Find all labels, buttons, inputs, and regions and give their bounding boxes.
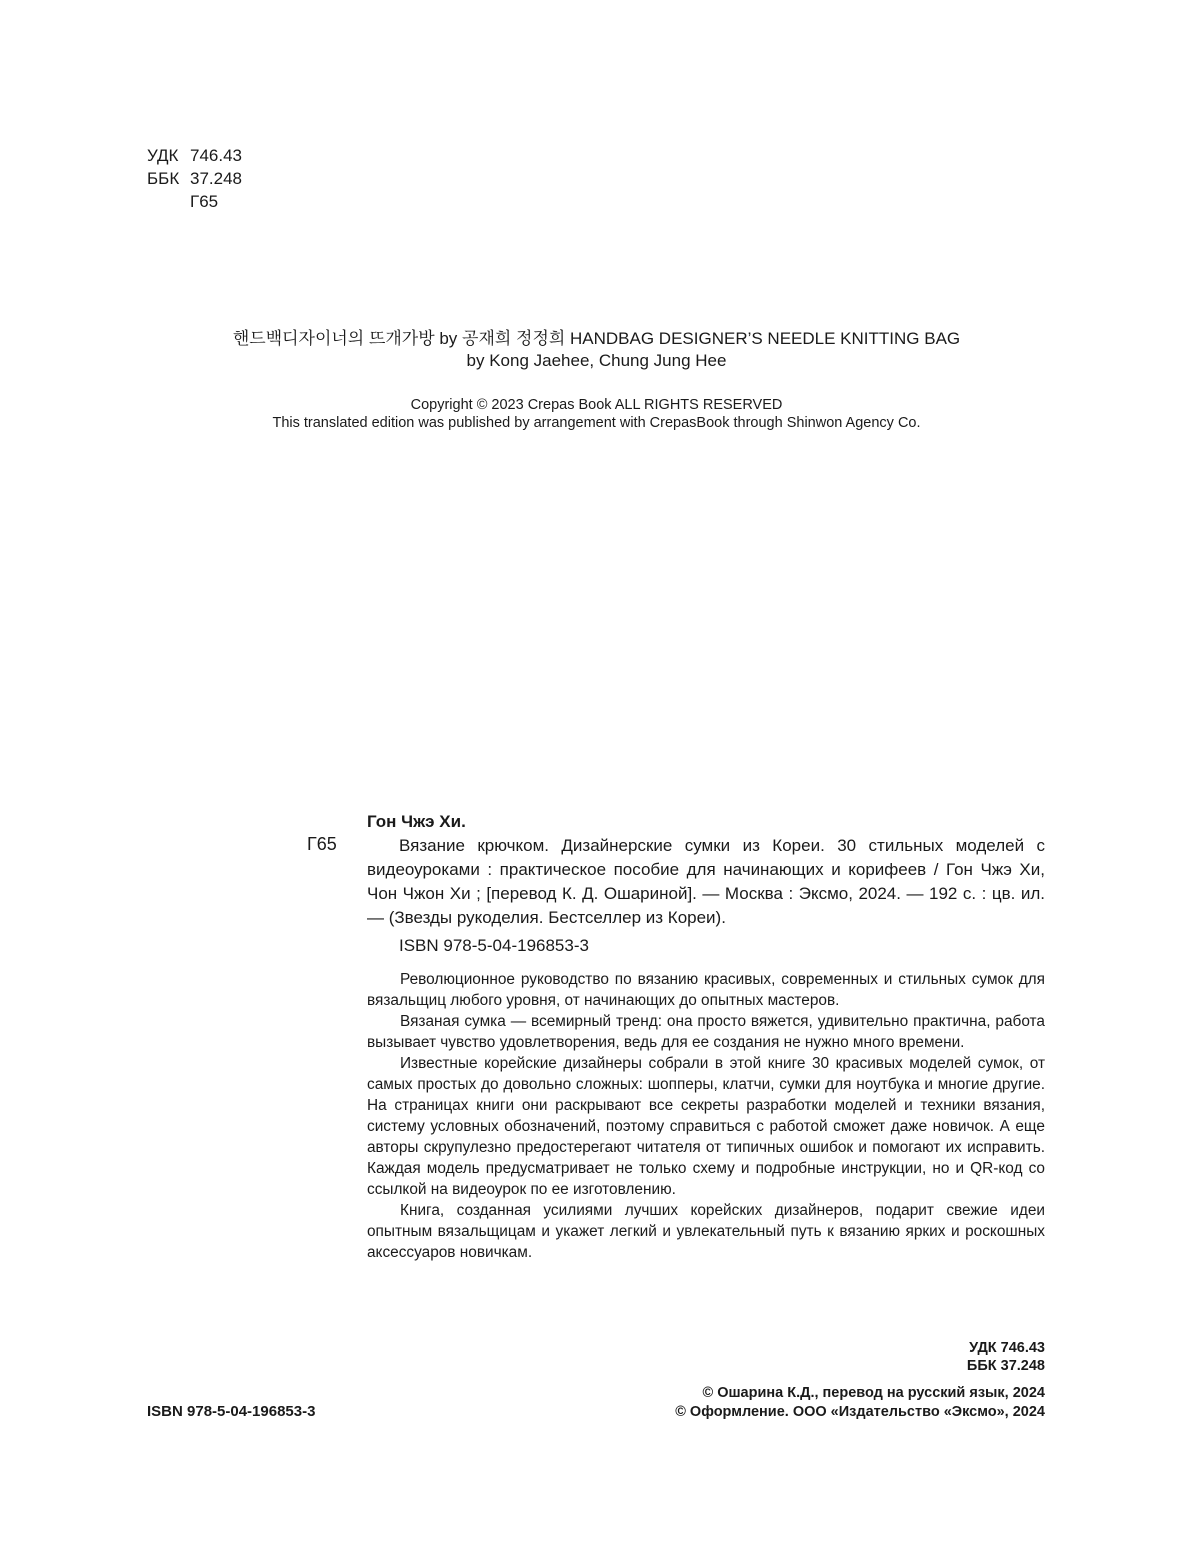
translation-copyright: © Ошарина К.Д., перевод на русский язык, 2024 [702, 1385, 1045, 1401]
copyright-line: Copyright © 2023 Crepas Book ALL RIGHTS RESERVED [410, 397, 783, 413]
author-code: Г65 [190, 192, 219, 211]
udk-label: УДК [147, 146, 179, 165]
udk-row [147, 144, 242, 167]
bbk-value: 37.248 [190, 169, 242, 188]
annotation-paragraph: Революционное руководство по вязанию красивых, современных и стильных сумок для вязальщиц любого уровня, от начинающих до опытных мастеров. [367, 971, 1045, 1009]
isbn-bottom: ISBN 978-5-04-196853-3 [147, 1403, 316, 1420]
card-cipher: Г65 [307, 834, 337, 854]
card-isbn: ISBN 978-5-04-196853-3 [399, 936, 589, 955]
annotation [367, 969, 1045, 1263]
design-copyright: © Оформление. ООО «Издательство «Эксмо», 2024 [675, 1404, 1045, 1420]
udk-value: 746.43 [190, 146, 242, 165]
bbk-row [147, 167, 242, 190]
classification-block-bottom [967, 1339, 1045, 1375]
copyrights-bottom [675, 1384, 1045, 1422]
card-author: Гон Чжэ Хи. [367, 812, 466, 831]
annotation-paragraph: Известные корейские дизайнеры собрали в этой книге 30 красивых моделей сумок, от самых простых до довольно сложных: шопперы, клатчи, сумки для ноутбука и многие другие. На страницах книги они раскрывают все секреты разработки моделей и техники вязания, систему условных обозначений, поэтому справиться с работой сможет даже новичок. А еще авторы скрупулезно предостерегают читателя от типичных ошибок и помогают их исправить. Каждая модель предусматривает не только схему и подробные инструкции, но и QR-код со ссылкой на видеоурок по ее изготовлению. [367, 1055, 1045, 1198]
original-authors: by Kong Jaehee, Chung Jung Hee [466, 351, 727, 370]
translation-rights-line: This translated edition was published by arrangement with CrepasBook through Shinwon Agency Co. [272, 415, 921, 431]
card-description: Вязание крючком. Дизайнерские сумки из Кореи. 30 стильных моделей с видеоуроками : практическое пособие для начинающих и корифеев / Гон Чжэ Хи, Чон Чжон Хи ; [перевод К. Д. Ошариной]. — Москва : Эксмо, 2024. — 192 с. : цв. ил. — (Звезды рукоделия. Бестселлер из Кореи). [367, 836, 1045, 927]
classification-block-top [147, 144, 242, 213]
bbk-bottom: ББК 37.248 [966, 1358, 1045, 1374]
bbk-label: ББК [147, 169, 180, 188]
original-title: 핸드백디자이너의 뜨개가방 by 공재희 정정희 HANDBAG DESIGNER’S NEEDLE KNITTING BAG [232, 329, 961, 348]
udk-bottom: УДК 746.43 [969, 1340, 1045, 1356]
annotation-paragraph: Вязаная сумка — всемирный тренд: она просто вяжется, удивительно практична, работа вызывает чувство удовлетворения, ведь для ее создания не нужно много времени. [367, 1013, 1045, 1051]
copyright-block [0, 396, 1193, 432]
annotation-paragraph: Книга, созданная усилиями лучших корейских дизайнеров, подарит свежие идеи опытным вязальщицам и укажет легкий и увлекательный путь к вязанию ярких и роскошных аксессуаров новичкам. [367, 1202, 1045, 1261]
original-title-block [0, 328, 1193, 372]
